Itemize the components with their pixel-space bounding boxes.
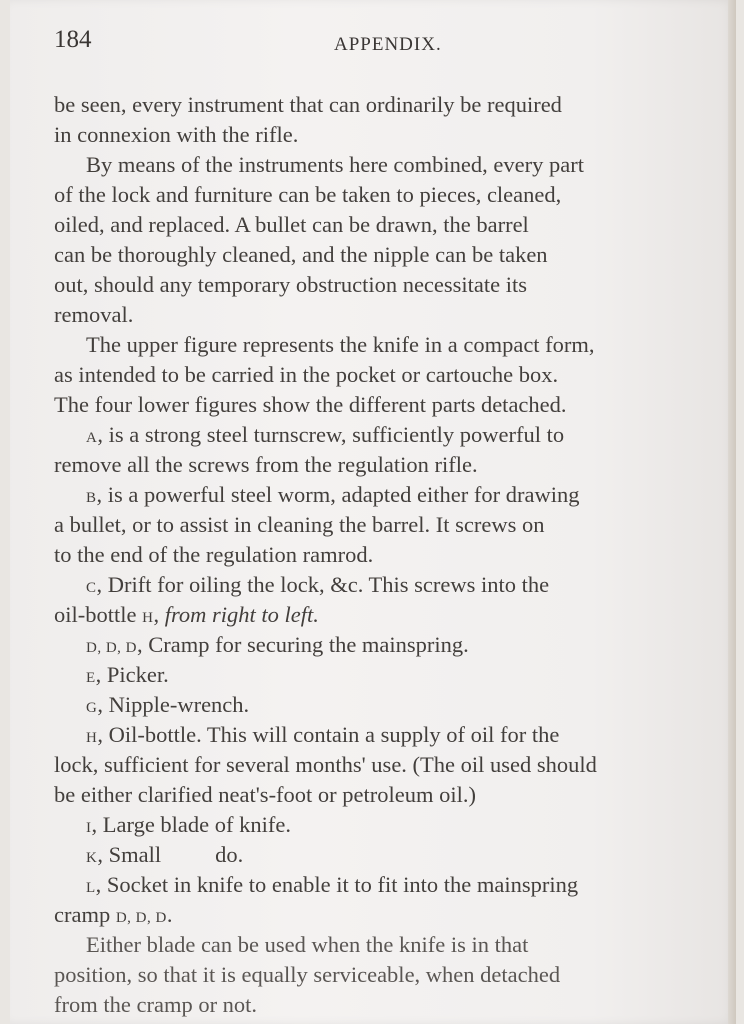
text-line: C, Drift for oiling the lock, &c. This screws into the bbox=[86, 572, 550, 597]
figure-key: I bbox=[86, 820, 92, 836]
ditto-mark: do. bbox=[215, 842, 244, 867]
figure-key: G bbox=[86, 700, 98, 716]
figure-key: C bbox=[86, 580, 97, 596]
text-line: oil-bottle H, from right to left. bbox=[54, 602, 319, 627]
text-line: K, Small do. bbox=[86, 842, 244, 867]
text-line: can be thoroughly cleaned, and the nipple can be taken bbox=[54, 242, 548, 267]
text-line: E, Picker. bbox=[86, 662, 169, 687]
text-line: Either blade can be used when the knife is in that bbox=[86, 932, 529, 957]
page-number: 184 bbox=[54, 26, 92, 53]
text-line: I, Large blade of knife. bbox=[86, 812, 292, 837]
figure-key: H bbox=[86, 730, 98, 746]
text-line: be either clarified neat's-foot or petroleum oil.) bbox=[54, 782, 477, 807]
body-text bbox=[54, 90, 720, 1020]
text-line: H, Oil-bottle. This will contain a supply of oil for the bbox=[86, 722, 560, 747]
text-line: A, is a strong steel turnscrew, sufficiently powerful to bbox=[86, 422, 565, 447]
figure-key: K bbox=[86, 850, 98, 866]
text-line: The upper figure represents the knife in a compact form, bbox=[86, 332, 595, 357]
page-edge bbox=[728, 0, 736, 1024]
figure-key: L bbox=[86, 880, 96, 896]
text-line: cramp D, D, D. bbox=[54, 902, 173, 927]
book-page bbox=[10, 0, 736, 1024]
text-line: as intended to be carried in the pocket or cartouche box. bbox=[54, 362, 559, 387]
text-line: out, should any temporary obstruction necessitate its bbox=[54, 272, 528, 297]
text-line: to the end of the regulation ramrod. bbox=[54, 542, 374, 567]
figure-key: D, D, D bbox=[115, 910, 167, 926]
page-header bbox=[54, 26, 714, 60]
figure-key: E bbox=[86, 670, 96, 686]
figure-key: D, D, D bbox=[86, 640, 137, 656]
text-line: oiled, and replaced. A bullet can be drawn, the barrel bbox=[54, 212, 529, 237]
italic-phrase: from right to left. bbox=[164, 602, 319, 627]
text-line: B, is a powerful steel worm, adapted either for drawing bbox=[86, 482, 580, 507]
text-line: By means of the instruments here combined, every part bbox=[86, 152, 584, 177]
running-head: APPENDIX. bbox=[334, 34, 442, 55]
text-line: position, so that it is equally serviceable, when detached bbox=[54, 962, 561, 987]
text-line: G, Nipple-wrench. bbox=[86, 692, 250, 717]
text-line: be seen, every instrument that can ordinarily be required bbox=[54, 92, 562, 117]
text-line: removal. bbox=[54, 302, 134, 327]
figure-key: H bbox=[142, 610, 154, 626]
text-line: in connexion with the rifle. bbox=[54, 122, 299, 147]
figure-key: B bbox=[86, 490, 97, 506]
text-line: lock, sufficient for several months' use. (The oil used should bbox=[54, 752, 597, 777]
text-line: L, Socket in knife to enable it to fit into the mainspring bbox=[86, 872, 579, 897]
text-line: D, D, D, Cramp for securing the mainspring. bbox=[86, 632, 469, 657]
text-line: from the cramp or not. bbox=[54, 992, 258, 1017]
text-line: of the lock and furniture can be taken to pieces, cleaned, bbox=[54, 182, 562, 207]
text-line: remove all the screws from the regulation rifle. bbox=[54, 452, 478, 477]
text-line: The four lower figures show the different parts detached. bbox=[54, 392, 567, 417]
text-line: a bullet, or to assist in cleaning the barrel. It screws on bbox=[54, 512, 545, 537]
figure-key: A bbox=[86, 430, 98, 446]
